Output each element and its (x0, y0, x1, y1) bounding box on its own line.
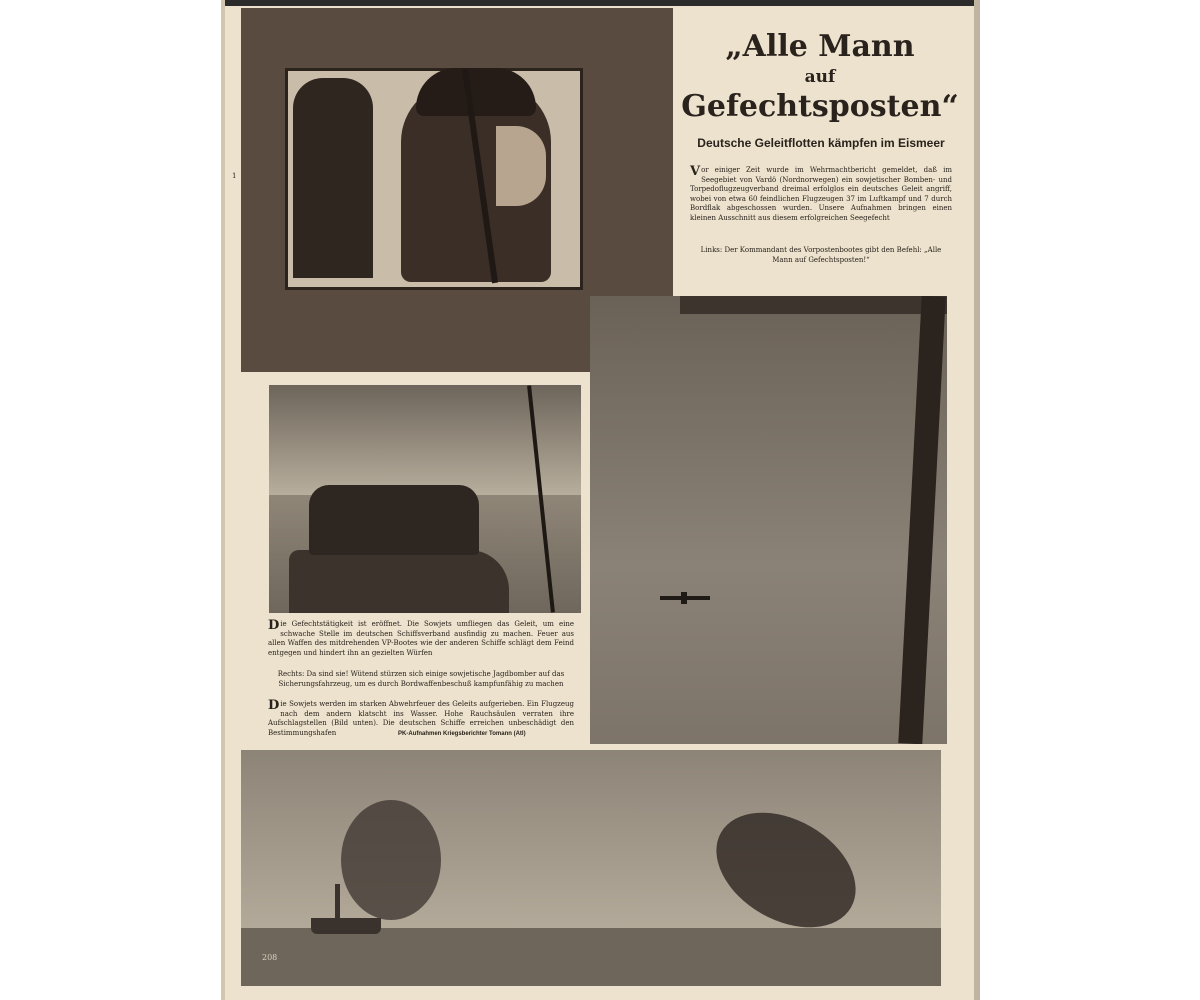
scan-edge-left (221, 0, 225, 1000)
headline-line-1: „Alle Mann (725, 29, 915, 64)
crew-group (309, 485, 479, 555)
sea (241, 928, 941, 986)
paragraph-right-caption: Rechts: Da sind sie! Wütend stürzen sich einige sowjetische Jagdbomber auf das Sicherungsfahrzeug, um es durch Bordwaffenbeschuß kampfunfähig zu machen (277, 670, 565, 688)
caption-commander: Links: Der Kommandant des Vorpostenbootes gibt den Befehl: „Alle Mann auf Gefechtsposten!“ (700, 246, 942, 264)
para3-text: ie Sowjets werden im starken Abwehrfeuer des Geleits aufgerieben. Ein Flugzeug nach dem andern klatscht ins Wasser. Hohe Rauchsäulen verraten ihre Aufschlagstellen (Bild unten). Die deutschen Schiffe erreichen unbeschädigt den Bestimmungshafen (268, 700, 574, 737)
photo-crew-on-bridge (269, 385, 581, 613)
photo-credit: PK-Aufnahmen Kriegsberichter Tomann (Atl) (398, 731, 526, 737)
scan-edge-top (221, 0, 980, 6)
photo-attacking-aircraft (590, 296, 947, 744)
para3-dropcap: D (268, 698, 280, 713)
subtitle: Deutsche Geleitflotten kämpfen im Eismeer (697, 136, 945, 150)
headline-line-3: Gefechtsposten“ (681, 89, 959, 124)
lead-dropcap: V (690, 164, 701, 179)
ship-deck (289, 550, 509, 613)
scan-edge-right (974, 0, 980, 1000)
headline-line-2: auf (804, 67, 836, 87)
sky-haze (590, 296, 947, 744)
photo-smoke-columns-at-sea (241, 750, 941, 986)
para1-text: ie Gefechtstätigkeit ist eröffnet. Die Sowjets umfliegen das Geleit, um eine schwache Stelle im deutschen Schiffsverband ausfindig zu machen. Feuer aus allen Waffen des mitdrehenden VP-Bootes wie der anderen Schiffe schlägt dem Feind entgegen und hindert ihn an gezielten Würfen (268, 620, 574, 657)
ship-mast (335, 884, 340, 920)
smoke-column-ship (341, 800, 441, 920)
paragraph-combat-opened (268, 620, 574, 658)
ship (311, 918, 381, 934)
para1-dropcap: D (268, 618, 280, 633)
commander-cap (416, 68, 536, 116)
figure-left (293, 78, 373, 278)
margin-mark: 1 (232, 172, 237, 180)
lead-text: or einiger Zeit wurde im Wehrmachtbericht gemeldet, daß im Seegebiet von Vardö (Nordnorwegen) ein sowjetischer Bomben- und Torpedoflugzeugverband dreimal erfolglos ein deutsches Geleit angriff, wobei von etwa 60 feindlichen Flugzeugen 37 im Luftkampf und 7 durch Bordflak abgeschossen wurden. Unsere Aufnahmen bringen einen kleinen Ausschnitt aus diesem erfolgreichen Seegefecht (690, 166, 952, 222)
overhead-beam (680, 296, 947, 314)
commander-face (496, 126, 546, 206)
headline (680, 30, 960, 124)
aircraft-tail (681, 592, 687, 604)
lead-paragraph (690, 166, 952, 223)
page-number: 208 (262, 953, 278, 962)
